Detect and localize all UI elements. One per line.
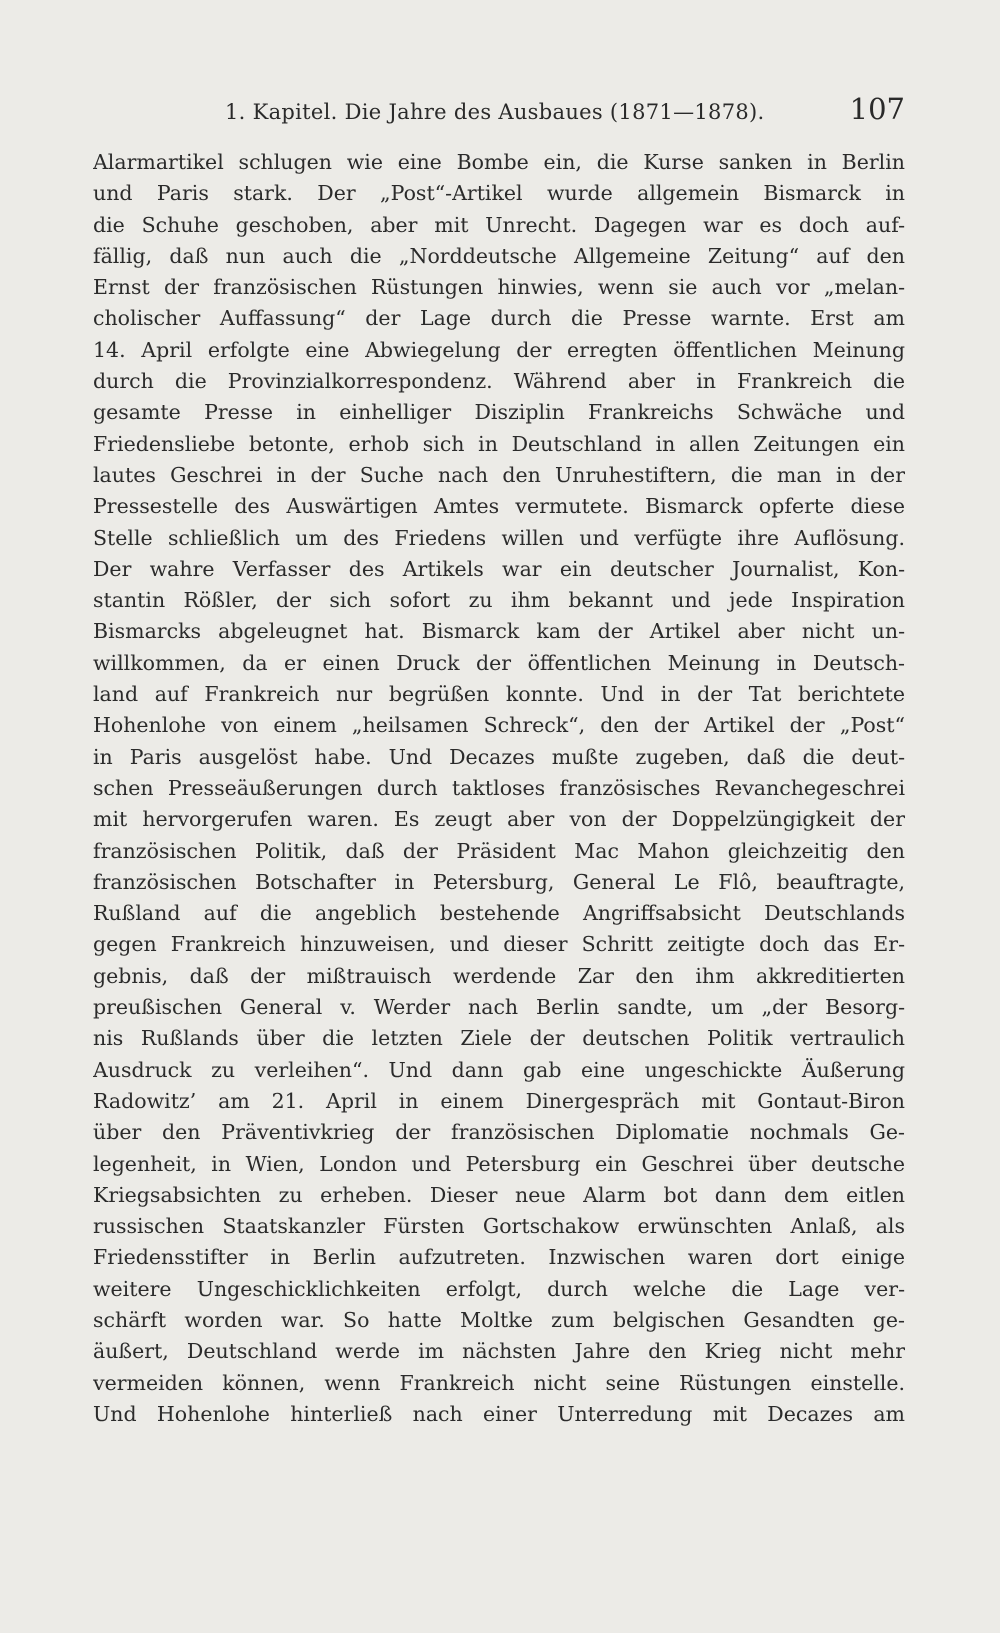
text-line: Friedensstifter in Berlin aufzutreten. Inzwischen waren dort einige bbox=[93, 1245, 905, 1270]
text-line: cholischer Auffassung“ der Lage durch die Presse warnte. Erst am bbox=[93, 306, 905, 331]
text-line: und Paris stark. Der „Post“-Artikel wurde allgemein Bismarck in bbox=[93, 181, 905, 206]
text-line: preußischen General v. Werder nach Berlin sandte, um „der Besorg- bbox=[93, 995, 905, 1020]
text-line: durch die Provinzialkorrespondenz. Während aber in Frankreich die bbox=[93, 369, 905, 394]
text-line: 14. April erfolgte eine Abwiegelung der erregten öffentlichen Meinung bbox=[93, 337, 905, 362]
text-line: stantin Rößler, der sich sofort zu ihm bekannt und jede Inspiration bbox=[93, 588, 905, 613]
text-line: gebnis, daß der mißtrauisch werdende Zar den ihm akkreditierten bbox=[93, 963, 905, 988]
text-line: gegen Frankreich hinzuweisen, und dieser Schritt zeitigte doch das Er- bbox=[93, 932, 905, 957]
text-line: weitere Ungeschicklichkeiten erfolgt, durch welche die Lage ver- bbox=[93, 1276, 905, 1301]
text-line: gesamte Presse in einhelliger Disziplin Frankreichs Schwäche und bbox=[93, 400, 905, 425]
page-header bbox=[95, 92, 905, 132]
body-text bbox=[93, 147, 905, 1430]
text-line: die Schuhe geschoben, aber mit Unrecht. Dagegen war es doch auf- bbox=[93, 212, 905, 237]
text-line: französischen Botschafter in Petersburg, General Le Flô, beauftragte, bbox=[93, 869, 905, 894]
text-line: land auf Frankreich nur begrüßen konnte. Und in der Tat berichtete bbox=[93, 682, 905, 707]
text-line: lautes Geschrei in der Suche nach den Unruhestiftern, die man in der bbox=[93, 462, 905, 487]
text-line: Der wahre Verfasser des Artikels war ein deutscher Journalist, Kon- bbox=[93, 556, 905, 581]
text-line: russischen Staatskanzler Fürsten Gortschakow erwünschten Anlaß, als bbox=[93, 1214, 905, 1239]
text-line: Stelle schließlich um des Friedens willen und verfügte ihre Auflösung. bbox=[93, 525, 905, 550]
text-line: Bismarcks abgeleugnet hat. Bismarck kam der Artikel aber nicht un- bbox=[93, 619, 905, 644]
text-line: französischen Politik, daß der Präsident Mac Mahon gleichzeitig den bbox=[93, 838, 905, 863]
text-line: Hohenlohe von einem „heilsamen Schreck“, den der Artikel der „Post“ bbox=[93, 713, 905, 738]
text-line: mit hervorgerufen waren. Es zeugt aber von der Doppelzüngigkeit der bbox=[93, 807, 905, 832]
text-line: willkommen, da er einen Druck der öffentlichen Meinung in Deutsch- bbox=[93, 650, 905, 675]
text-line: schärft worden war. So hatte Moltke zum belgischen Gesandten ge- bbox=[93, 1307, 905, 1332]
running-head: 1. Kapitel. Die Jahre des Ausbaues (1871—1878). bbox=[225, 100, 765, 124]
text-line: Rußland auf die angeblich bestehende Angriffsabsicht Deutschlands bbox=[93, 901, 905, 926]
text-line: Alarmartikel schlugen wie eine Bombe ein, die Kurse sanken in Berlin bbox=[93, 150, 905, 174]
text-line: nis Rußlands über die letzten Ziele der deutschen Politik vertraulich bbox=[93, 1026, 905, 1051]
text-line: vermeiden können, wenn Frankreich nicht seine Rüstungen einstelle. bbox=[93, 1370, 905, 1395]
text-line: legenheit, in Wien, London und Petersburg ein Geschrei über deutsche bbox=[93, 1151, 905, 1176]
text-line: Ernst der französischen Rüstungen hinwies, wenn sie auch vor „melan- bbox=[93, 275, 905, 300]
text-line: Radowitz’ am 21. April in einem Dinergespräch mit Gontaut-Biron bbox=[93, 1088, 905, 1113]
text-line: Kriegsabsichten zu erheben. Dieser neue Alarm bot dann dem eitlen bbox=[93, 1182, 905, 1207]
text-line: fällig, daß nun auch die „Norddeutsche Allgemeine Zeitung“ auf den bbox=[93, 243, 905, 268]
text-line: über den Präventivkrieg der französischen Diplomatie nochmals Ge- bbox=[93, 1120, 905, 1145]
text-line: schen Presseäußerungen durch taktloses französisches Revanchegeschrei bbox=[93, 775, 905, 800]
text-line: äußert, Deutschland werde im nächsten Jahre den Krieg nicht mehr bbox=[93, 1339, 905, 1364]
text-line: in Paris ausgelöst habe. Und Decazes mußte zugeben, daß die deut- bbox=[93, 744, 905, 769]
page-number: 107 bbox=[849, 92, 905, 126]
text-line: Pressestelle des Auswärtigen Amtes vermutete. Bismarck opferte diese bbox=[93, 494, 905, 519]
text-line: Ausdruck zu verleihen“. Und dann gab eine ungeschickte Äußerung bbox=[93, 1057, 905, 1082]
text-line: Und Hohenlohe hinterließ nach einer Unterredung mit Decazes am bbox=[93, 1401, 905, 1426]
text-line: Friedensliebe betonte, erhob sich in Deutschland in allen Zeitungen ein bbox=[93, 431, 905, 456]
